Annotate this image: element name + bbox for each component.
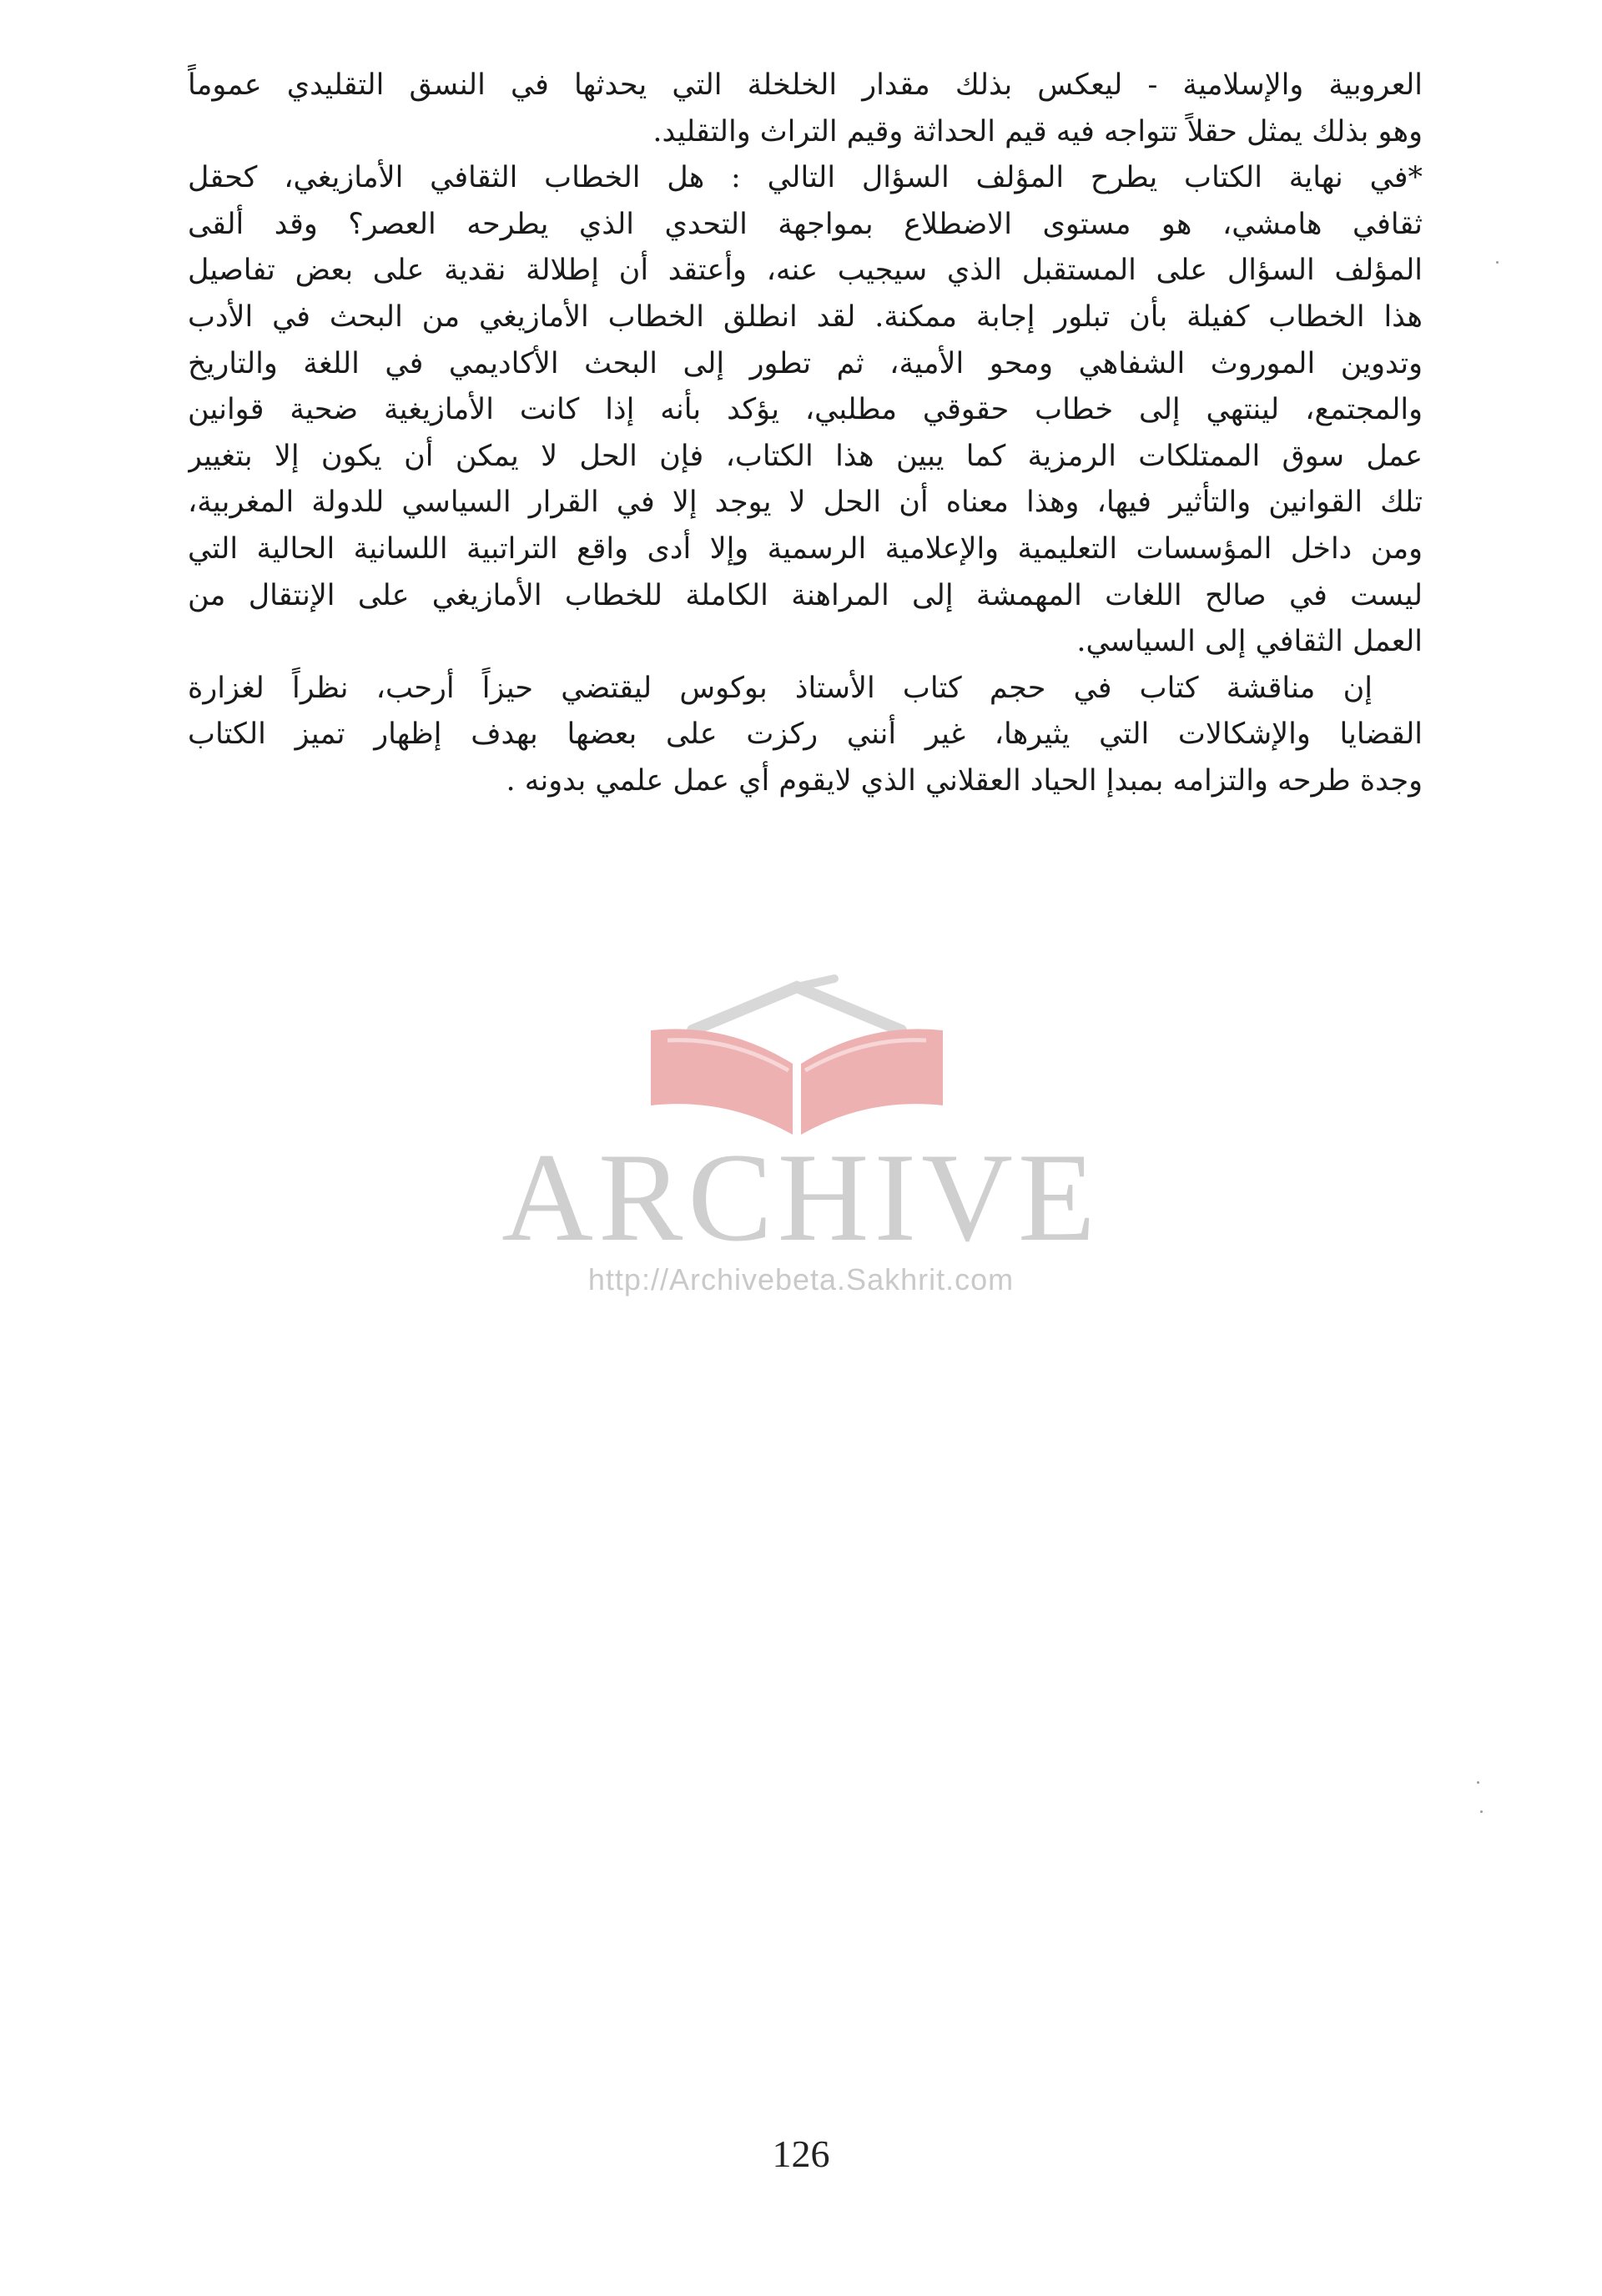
text-line: ليست في صالح اللغات المهمشة إلى المراهنة الكاملة للخطاب الأمازيغي على الإنتقال من [188,578,1423,612]
text-line: ومن داخل المؤسسات التعليمية والإعلامية الرسمية وإلا أدى واقع التراتبية اللسانية الحالية التي [188,531,1423,566]
watermark-url: http://Archivebeta.Sakhrit.com [587,1262,1015,1297]
scan-speck [1480,1810,1483,1813]
scan-speck [1496,261,1499,264]
body-text [188,63,1423,805]
text-line: تلك القوانين والتأثير فيها، وهذا معناه أن الحل لا يوجد إلا في القرار السياسي للدولة المغربية، [188,486,1423,520]
text-line: وتدوين الموروث الشفاهي ومحو الأمية، ثم تطور إلى البحث الأكاديمي في اللغة والتاريخ [188,346,1423,380]
text-line: القضايا والإشكالات التي يثيرها، غير أنني ركزت على بعضها بهدف إظهار تميز الكتاب [188,718,1423,752]
watermark-title: ARCHIVE [501,1127,1101,1267]
text-line: والمجتمع، لينتهي إلى خطاب حقوقي مطلبي، يؤكد بأنه إذا كانت الأمازيغية ضحية قوانين [188,393,1423,427]
open-book-logo-icon [634,972,960,1139]
text-line: عمل سوق الممتلكات الرمزية كما يبين هذا الكتاب، فإن الحل لا يمكن أن يكون إلا بتغيير [188,439,1423,473]
text-line: المؤلف السؤال على المستقبل الذي سيجيب عنه، وأعتقد أن إطلالة نقدية على بعض تفاصيل [188,254,1423,288]
text-line: إن مناقشة كتاب في حجم كتاب الأستاذ بوكوس ليقتضي حيزاً أرحب، نظراً لغزارة [188,671,1373,705]
text-line: هذا الخطاب كفيلة بأن تبلور إجابة ممكنة. لقد انطلق الخطاب الأمازيغي من البحث في الأدب [188,300,1423,334]
text-line: ثقافي هامشي، هو مستوى الاضطلاع بمواجهة التحدي الذي يطرحه العصر؟ وقد ألقى [188,207,1423,241]
text-line: العروبية والإسلامية - ليعكس بذلك مقدار الخلخلة التي يحدثها في النسق التقليدي عموماً [188,68,1423,102]
text-line: وجدة طرحه والتزامه بمبدإ الحياد العقلاني الذي لايقوم أي عمل علمي بدونه . [506,763,1423,798]
archive-watermark [492,972,1110,1297]
text-line: *في نهاية الكتاب يطرح المؤلف السؤال التالي : هل الخطاب الثقافي الأمازيغي، كحقل [188,161,1423,195]
scan-speck [1477,1781,1479,1784]
text-line: العمل الثقافي إلى السياسي. [1076,625,1423,659]
page-number: 126 [772,2132,830,2175]
text-line: وهو بذلك يمثل حقلاً تتواجه فيه قيم الحداثة وقيم التراث والتقليد. [652,114,1423,149]
